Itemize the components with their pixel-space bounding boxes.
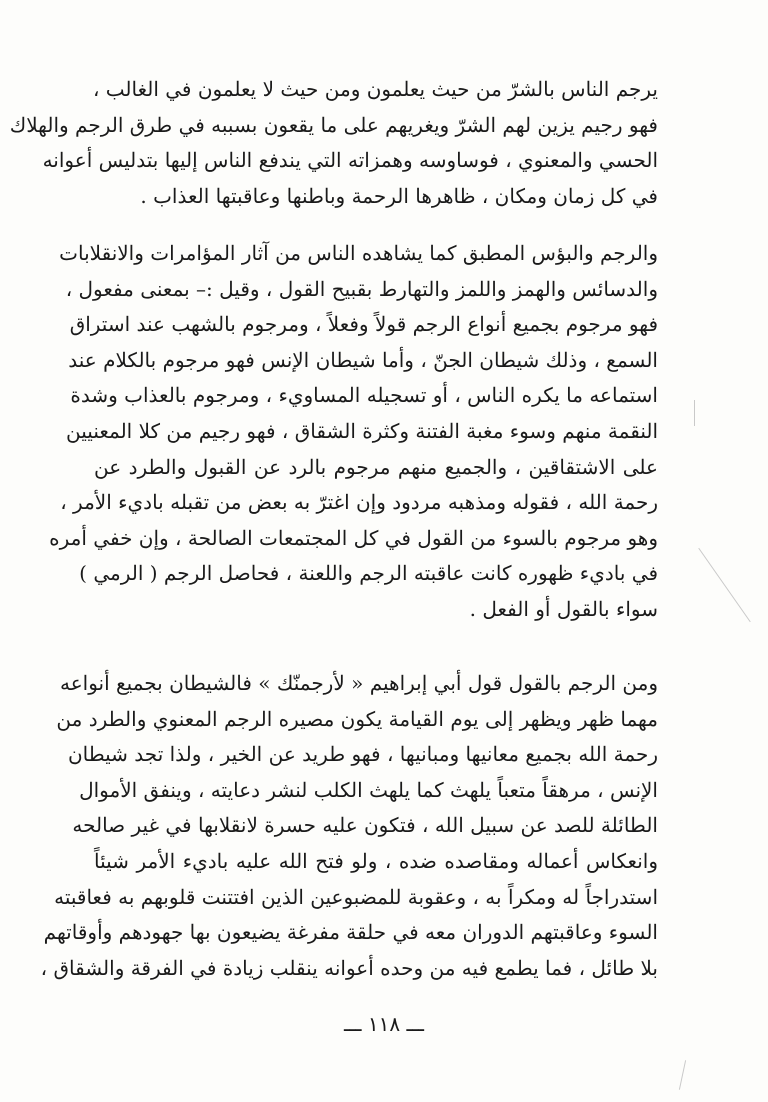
text-line: استماعه ما يكره الناس ، أو تسجيله المساويء ، ومرجوم بالعذاب وشدة [70,383,658,408]
paragraph-2 [49,236,658,628]
scan-artifact [694,400,695,426]
text-line: مهما ظهر ويظهر إلى يوم القيامة يكون مصيره الرجم المعنوي والطرد من [56,706,658,731]
text-line: السوء وعاقبتهم الدوران معه في حلقة مفرغة يضيعون بها جهودهم وأوقاتهم [43,920,658,945]
scan-artifact [679,1060,686,1090]
text-line: رحمة الله ، فقوله ومذهبه مردود وإن اغترّ به بعض من تقبله باديء الأمر ، [60,490,658,515]
text-line: الحسي والمعنوي ، فوساوسه وهمزاته التي يندفع الناس إليها بتدليس أعوانه [42,148,658,173]
text-line: فهو مرجوم بجميع أنواع الرجم قولاً وفعلاً ، ومرجوم بالشهب عند استراق [69,312,658,337]
text-line: وهو مرجوم بالسوء من القول في كل المجتمعات الصالحة ، وإن خفي أمره [49,525,658,550]
text-line: النقمة منهم وسوء مغبة الفتنة وكثرة الشقاق ، فهو رجيم من كلا المعنيين [66,418,658,443]
text-line: على الاشتقاقين ، والجميع منهم مرجوم بالرد عن القبول والطرد عن [94,454,658,479]
text-line: ومن الرجم بالقول قول أبي إبراهيم « لأرجمنّك » فالشيطان بجميع أنواعه [60,671,658,695]
text-line: في كل زمان ومكان ، ظاهرها الرحمة وباطنها وعاقبتها العذاب . [140,183,658,208]
text-line: بلا طائل ، فما يطمع فيه من وحده أعوانه ينقلب زيادة في الفرقة والشقاق ، [40,955,658,980]
text-line: في باديء ظهوره كانت عاقبته الرجم واللعنة ، فحاصل الرجم ( الرمي ) [79,561,658,586]
text-line: استدراجاً له ومكراً به ، وعقوبة للمضبوعين الذين افتتنت قلوبهم به فعاقبته [54,884,658,909]
paragraph-3 [40,666,658,986]
text-line: الإنس ، مرهقاً متعباً يلهث كما يلهث الكلب لنشر دعايته ، وينفق الأموال [79,777,658,802]
text-line: سواء بالقول أو الفعل . [469,596,658,621]
text-line: والرجم والبؤس المطبق كما يشاهده الناس من آثار المؤامرات والانقلابات [59,241,658,265]
text-line: الطائلة للصد عن سبيل الله ، فتكون عليه حسرة لانقلابها في غير صالحه [72,813,658,838]
scan-artifact [698,548,750,622]
paragraph-1 [9,72,658,214]
text-line: فهو رجيم يزين لهم الشرّ ويغريهم على ما يقعون بسببه في طرق الرجم والهلاك [9,112,658,137]
text-line: والدسائس والهمز واللمز والتهارط بقبيح القول ، وقيل :– بمعنى مفعول ، [65,276,658,301]
text-line: السمع ، وذلك شيطان الجنّ ، وأما شيطان الإنس فهو مرجوم بالكلام عند [68,347,658,372]
text-line: يرجم الناس بالشرّ من حيث يعلمون ومن حيث لا يعلمون في الغالب ، [92,77,658,101]
text-line: رحمة الله بجميع معانيها ومبانيها ، فهو طريد عن الخير ، ولذا تجد شيطان [67,742,658,767]
text-line: وانعكاس أعماله ومقاصده ضده ، ولو فتح الله عليه باديء الأمر شيئاً [94,848,658,873]
page-number: ـــ ١١٨ ـــ [343,1012,425,1036]
